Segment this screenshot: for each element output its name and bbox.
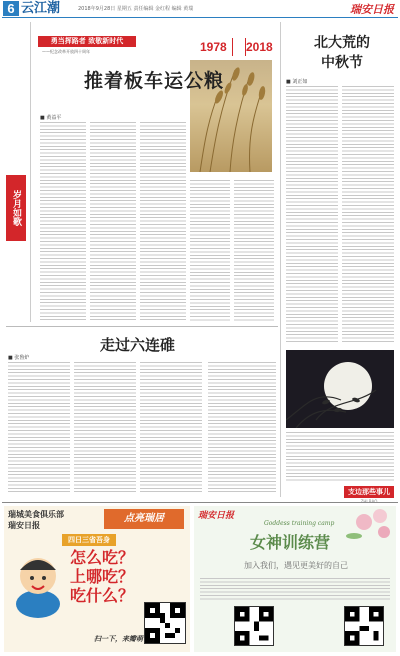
right-article-body-col3 xyxy=(286,432,394,482)
section-separator xyxy=(6,326,278,327)
feature-body-col4 xyxy=(190,180,230,322)
feature-title: 推着板车运公粮 xyxy=(84,70,225,92)
section-title: 云江潮 xyxy=(21,1,61,16)
left-divider xyxy=(30,22,31,322)
camp-logo: 瑞安日报 xyxy=(198,511,235,521)
year-left: 1978 xyxy=(200,40,227,54)
masthead-logo: 瑞安日报 xyxy=(350,3,394,16)
ads-separator xyxy=(2,502,398,503)
food-club-question-2: 上哪吃？ xyxy=(70,567,135,586)
food-club-title-1: 瑞城美食俱乐部 xyxy=(8,510,64,519)
feature-banner-sub: ——纪念改革开放四十周年 xyxy=(42,49,90,54)
column-label: 支边那些事儿 xyxy=(344,486,394,498)
second-article-byline: ■ 张鲁炉 xyxy=(8,355,30,361)
right-column-divider xyxy=(280,22,281,497)
second-article-col2 xyxy=(74,362,136,494)
flower-decoration-icon xyxy=(344,506,396,546)
second-article-col4 xyxy=(208,362,276,494)
second-article-title: 走过六连碓 xyxy=(100,336,176,354)
moon-photo xyxy=(286,350,394,428)
right-article-title-1: 北大荒的 xyxy=(314,35,370,51)
right-article-byline: ■ 刘正如 xyxy=(286,79,308,85)
page-number: 6 xyxy=(3,1,19,16)
food-club-stamp: 点亮瑞居 xyxy=(104,509,184,529)
food-club-ad xyxy=(4,506,190,652)
goddess-camp-ad xyxy=(194,506,396,652)
camp-slogan: 加入我们，遇见更美好的自己 xyxy=(244,561,348,570)
food-club-question-3: 吃什么？ xyxy=(70,586,135,605)
camp-title: 女神训练营 xyxy=(250,533,331,552)
right-article-body-col2 xyxy=(342,86,394,344)
right-article-title-2: 中秋节 xyxy=(321,55,363,71)
food-club-question-1: 怎么吃？ xyxy=(70,548,135,567)
feature-banner: 勇当挥路者 致敬新时代 xyxy=(38,36,136,47)
header-meta: 2018年9月28日 星期五 责任编辑 金红程 编辑 黄瑞 xyxy=(78,6,194,12)
mascot-illustration xyxy=(10,546,66,618)
feature-body-col5 xyxy=(234,180,274,322)
year-right: 2018 xyxy=(246,40,273,54)
feature-body-col2 xyxy=(90,122,136,322)
food-club-caption: 扫一下，来瓣萌 xyxy=(94,635,143,643)
food-club-subline: 四日三省吾身 xyxy=(62,534,116,546)
header-rule xyxy=(2,17,398,18)
feature-body-col1 xyxy=(40,122,86,322)
food-club-headline xyxy=(70,548,140,605)
sidebar-vertical-label: 岁月如歌 xyxy=(6,175,26,241)
feature-body-col3 xyxy=(140,122,186,322)
second-article-col1 xyxy=(8,362,70,494)
camp-qr-code-2[interactable] xyxy=(344,606,384,646)
food-club-title-2: 瑞安日报 xyxy=(8,521,40,530)
camp-description xyxy=(200,578,390,600)
food-club-qr-code[interactable] xyxy=(144,602,186,644)
year-divider xyxy=(232,38,246,56)
camp-qr-code-1[interactable] xyxy=(234,606,274,646)
camp-en-title: Goddess training camp xyxy=(264,520,335,527)
second-article-col3 xyxy=(140,362,202,494)
feature-byline: ■ 黄益平 xyxy=(40,115,62,121)
right-article-body-col1 xyxy=(286,86,338,344)
